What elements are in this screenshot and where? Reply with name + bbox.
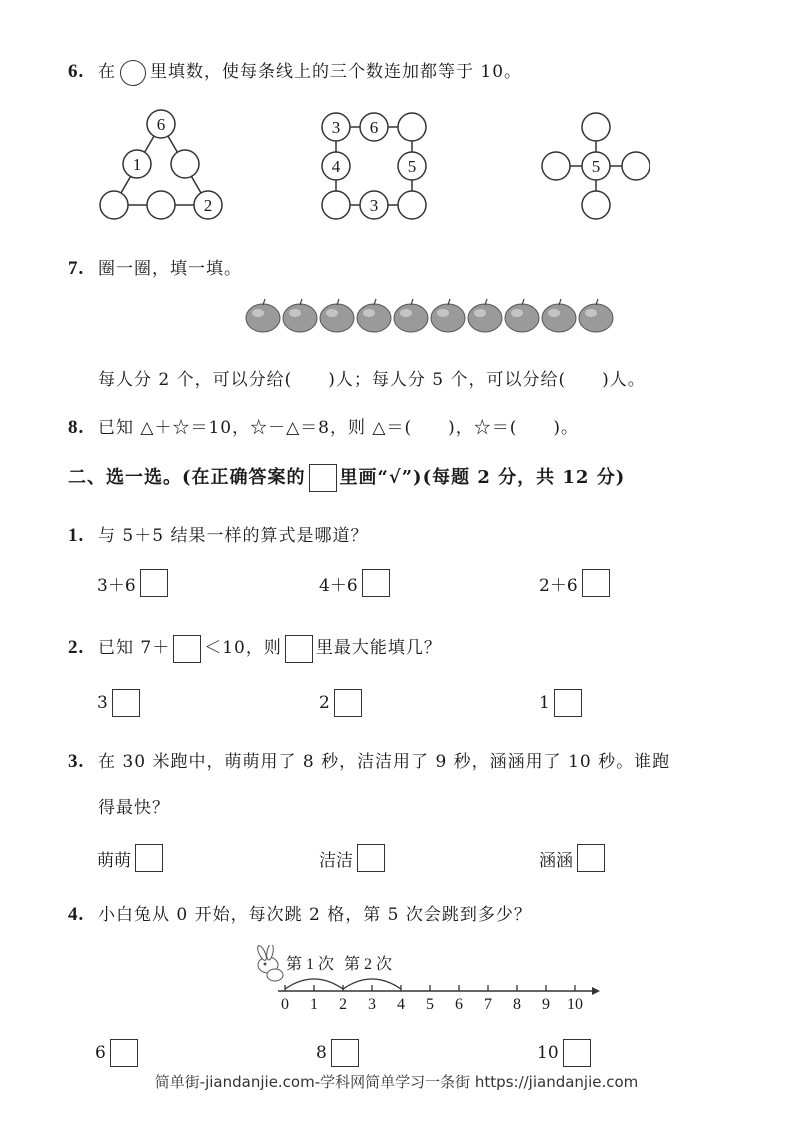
- question-text: 与 5＋5 结果一样的算式是哪道？: [98, 526, 369, 546]
- option-label: 10: [537, 1043, 559, 1063]
- circle-icon: [120, 60, 146, 86]
- question-text: 在: [98, 62, 116, 82]
- tick-label: 2: [339, 996, 347, 1013]
- option-label: 涵涵: [539, 850, 573, 871]
- square-bl-circle[interactable]: [322, 191, 350, 219]
- s4-option-c: [537, 1039, 591, 1067]
- question-text: 里填数，使每条线上的三个数连加都等于 10。: [150, 62, 523, 82]
- s2-option-b: [319, 689, 362, 717]
- question-number: 6.: [68, 61, 85, 82]
- cross-top-circle[interactable]: [582, 113, 610, 141]
- question-text: 里最大能填几？: [315, 638, 442, 658]
- fruit-icon[interactable]: [394, 299, 428, 332]
- option-label: 萌萌: [97, 850, 131, 871]
- s1-option-a: [97, 569, 168, 597]
- section-text: 里画“√”)(每题 2 分，共 12 分): [339, 467, 626, 488]
- section-2-heading: [68, 463, 625, 492]
- option-label: 1: [539, 693, 550, 713]
- cross-center-value: 5: [591, 157, 601, 176]
- tick-label: 4: [397, 996, 405, 1013]
- fruit-icon[interactable]: [357, 299, 391, 332]
- answer-box-icon: [309, 464, 337, 492]
- s3-option-a: [97, 844, 163, 872]
- fruit-icon[interactable]: [431, 299, 465, 332]
- answer-checkbox[interactable]: [357, 844, 385, 872]
- square-tr-circle[interactable]: [398, 113, 426, 141]
- square-tm-value: 6: [369, 118, 379, 137]
- answer-checkbox[interactable]: [140, 569, 168, 597]
- triangle-left-value: 1: [132, 155, 142, 174]
- fruit-icon[interactable]: [468, 299, 502, 332]
- choice-question-2: [68, 633, 442, 663]
- question-8: [68, 413, 579, 439]
- tick-label: 6: [455, 996, 463, 1013]
- s3-option-b: [319, 844, 385, 872]
- triangle-bottom-mid-circle[interactable]: [147, 191, 175, 219]
- answer-checkbox[interactable]: [110, 1039, 138, 1067]
- blank-box-icon: [173, 635, 201, 663]
- arrow-icon: [592, 987, 600, 995]
- answer-checkbox[interactable]: [112, 689, 140, 717]
- jump-2-label: 第 2 次: [344, 956, 393, 973]
- question-number: 3.: [68, 751, 85, 772]
- q3-line2: 得最快？: [98, 798, 170, 818]
- footer-watermark: 简单街-jiandanjie.com-学科网简单学习一条街 https://jiandanjie.com: [154, 1073, 639, 1091]
- tick-label: 8: [513, 996, 521, 1013]
- question-number: 1.: [68, 525, 85, 546]
- q7-fill-text: 每人分 2 个，可以分给( )人；每人分 5 个，可以分给( )人。: [98, 370, 646, 390]
- section-text: 二、选一选。(在正确答案的: [68, 467, 306, 488]
- option-label: 洁洁: [319, 850, 353, 871]
- number-line: [248, 945, 608, 1015]
- jump-1-label: 第 1 次: [286, 956, 335, 973]
- fruit-icon[interactable]: [246, 299, 280, 332]
- question-text: 小白兔从 0 开始，每次跳 2 格，第 5 次会跳到多少？: [98, 905, 532, 925]
- square-mr-value: 5: [407, 157, 417, 176]
- s4-option-b: [316, 1039, 359, 1067]
- fruit-icon[interactable]: [283, 299, 317, 332]
- answer-checkbox[interactable]: [135, 844, 163, 872]
- question-6: [68, 57, 522, 86]
- triangle-right-circle[interactable]: [171, 150, 199, 178]
- option-label: 3＋6: [97, 575, 136, 596]
- tick-label: 9: [542, 996, 550, 1013]
- square-ml-value: 4: [331, 157, 341, 176]
- choice-question-1: [68, 521, 368, 547]
- fruit-icon[interactable]: [505, 299, 539, 332]
- option-label: 6: [95, 1043, 106, 1063]
- square-br-circle[interactable]: [398, 191, 426, 219]
- choice-question-3: [68, 747, 670, 773]
- question-text: 已知 7＋: [98, 638, 171, 658]
- option-label: 2＋6: [539, 575, 578, 596]
- tick-label: 3: [368, 996, 376, 1013]
- question-7: [68, 254, 242, 280]
- rabbit-icon: [256, 945, 283, 981]
- question-number: 4.: [68, 904, 85, 925]
- option-label: 3: [97, 693, 108, 713]
- answer-checkbox[interactable]: [362, 569, 390, 597]
- cross-bottom-circle[interactable]: [582, 191, 610, 219]
- square-tl-value: 3: [331, 118, 341, 137]
- q6-figures: [90, 105, 650, 230]
- cross-left-circle[interactable]: [542, 152, 570, 180]
- fruit-icon[interactable]: [579, 299, 613, 332]
- s2-option-c: [539, 689, 582, 717]
- tick-label: 7: [484, 996, 492, 1013]
- question-text: 在 30 米跑中，萌萌用了 8 秒，洁洁用了 9 秒，涵涵用了 10 秒。谁跑: [98, 752, 671, 772]
- s1-option-b: [319, 569, 390, 597]
- tick-label: 1: [310, 996, 318, 1013]
- question-text: 已知 △＋☆＝10，☆－△＝8，则 △＝( )，☆＝( )。: [98, 418, 580, 438]
- answer-checkbox[interactable]: [563, 1039, 591, 1067]
- triangle-br-value: 2: [203, 196, 213, 215]
- tick-label: 10: [567, 996, 583, 1013]
- option-label: 8: [316, 1043, 327, 1063]
- s2-option-a: [97, 689, 140, 717]
- fruit-row: [244, 296, 616, 336]
- question-number: 7.: [68, 258, 85, 279]
- blank-box-icon: [285, 635, 313, 663]
- square-bm-value: 3: [369, 196, 379, 215]
- triangle-bottom-left-circle[interactable]: [100, 191, 128, 219]
- s1-option-c: [539, 569, 610, 597]
- tick-label: 0: [281, 996, 289, 1013]
- choice-question-4: [68, 900, 532, 926]
- answer-checkbox[interactable]: [331, 1039, 359, 1067]
- answer-checkbox[interactable]: [554, 689, 582, 717]
- triangle-top-value: 6: [156, 115, 166, 134]
- option-label: 2: [319, 693, 330, 713]
- question-number: 8.: [68, 417, 85, 438]
- option-label: 4＋6: [319, 575, 358, 596]
- answer-checkbox[interactable]: [582, 569, 610, 597]
- answer-checkbox[interactable]: [334, 689, 362, 717]
- cross-right-circle[interactable]: [622, 152, 650, 180]
- fruit-icon[interactable]: [542, 299, 576, 332]
- s4-option-a: [95, 1039, 138, 1067]
- question-number: 2.: [68, 637, 85, 658]
- fruit-icon[interactable]: [320, 299, 354, 332]
- s3-option-c: [539, 844, 605, 872]
- tick-label: 5: [426, 996, 434, 1013]
- answer-checkbox[interactable]: [577, 844, 605, 872]
- question-text: 圈一圈，填一填。: [98, 259, 242, 279]
- question-text: ＜10，则: [204, 638, 282, 658]
